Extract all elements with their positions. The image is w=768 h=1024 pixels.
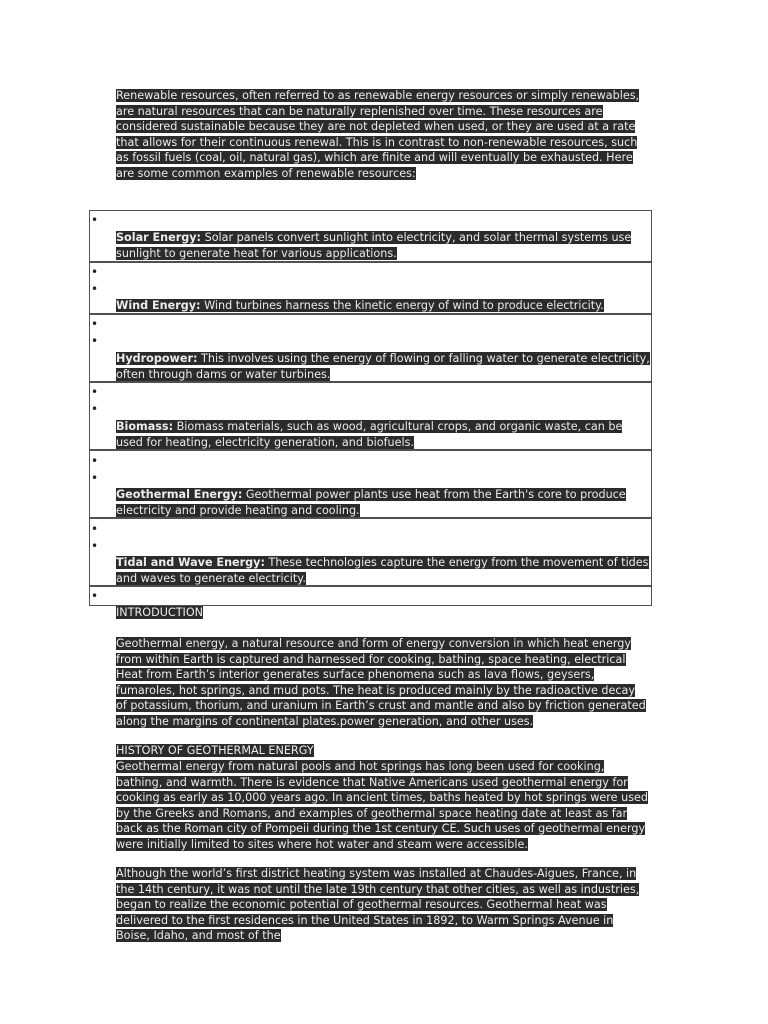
list-item-solar-energy: Solar Energy: Solar panels convert sunlight into electricity, and solar thermal systems use sunlight to generate heat for various applications.: [116, 231, 632, 260]
bullet-marker: •: [91, 471, 99, 485]
history-heading: HISTORY OF GEOTHERMAL ENERGY: [116, 744, 314, 757]
list-box-end: [89, 586, 652, 606]
district-heating-paragraph: Although the world’s first district heating system was installed at Chaudes-Aigues, France, in the 14th century, it was not until the late 19th century that other cities, as well as industries, began to realize the economic potential of geothermal resources. Geothermal heat was delivered to the first residences in the United States in 1892, to Warm Springs Avenue in Boise, Idaho, and most of the: [116, 867, 640, 942]
list-item-hydropower: Hydropower: This involves using the energy of flowing or falling water to generate electricity, often through dams or water turbines.: [116, 352, 650, 381]
bullet-marker: •: [91, 589, 99, 603]
bullet-marker: •: [91, 213, 99, 227]
intro-paragraph: Renewable resources, often referred to as renewable energy resources or simply renewables, are natural resources that can be naturally replenished over time. These resources are considered sustainable because they are not depleted when used, or they are used at a rate that allows for their continuous renewal. This is in contrast to non-renewable resources, such as fossil fuels (coal, oil, natural gas), which are finite and will eventually be exhausted. Here are some common examples of renewable resources:: [116, 89, 640, 180]
bullet-marker: •: [91, 522, 99, 536]
introduction-paragraph: Geothermal energy, a natural resource and form of energy conversion in which heat energy from within Earth is captured and harnessed for cooking, bathing, space heating, electrical Heat from Earth’s interior generates surface phenomena such as lava flows, geysers, fumaroles, hot springs, and mud pots. The heat is produced mainly by the radioactive decay of potassium, thorium, and uranium in Earth’s crust and mantle and also by friction generated along the margins of continental plates.power generation, and other uses.: [116, 637, 646, 728]
bullet-marker: •: [91, 385, 99, 399]
introduction-heading: INTRODUCTION: [116, 606, 204, 619]
bullet-marker: •: [91, 539, 99, 553]
bullet-marker: •: [91, 265, 99, 279]
history-paragraph: Geothermal energy from natural pools and hot springs has long been used for cooking, bathing, and warmth. There is evidence that Native Americans used geothermal energy for cooking as early as 10,000 years ago. In ancient times, baths heated by hot springs were used by the Greeks and Romans, and examples of geothermal space heating date at least as far back as the Roman city of Pompeii during the 1st century CE. Such uses of geothermal energy were initially limited to sites where hot water and steam were accessible.: [116, 760, 649, 851]
list-item-biomass: Biomass: Biomass materials, such as wood, agricultural crops, and organic waste, can be used for heating, electricity generation, and biofuels.: [116, 420, 623, 449]
list-item-geothermal-energy: Geothermal Energy: Geothermal power plants use heat from the Earth's core to produce electricity and provide heating and cooling.: [116, 488, 626, 517]
list-item-wind-energy: Wind Energy: Wind turbines harness the kinetic energy of wind to produce electricity.: [116, 299, 604, 312]
bullet-marker: •: [91, 282, 99, 296]
list-item-tidal-wave-energy: Tidal and Wave Energy: These technologies capture the energy from the movement of tides and waves to generate electricity.: [116, 556, 649, 585]
bullet-marker: •: [91, 402, 99, 416]
bullet-marker: •: [91, 454, 99, 468]
bullet-marker: •: [91, 334, 99, 348]
bullet-marker: •: [91, 317, 99, 331]
